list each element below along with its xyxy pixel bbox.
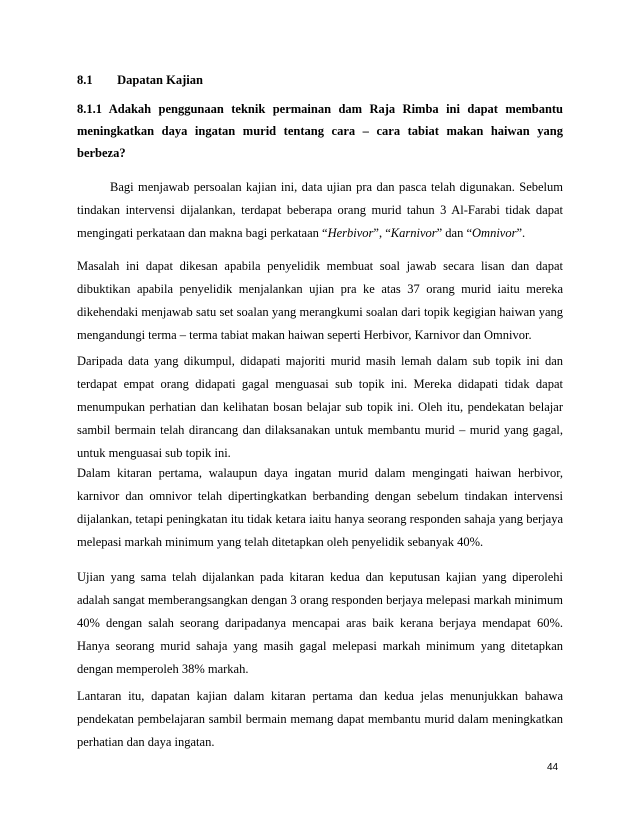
quote-separator: ”, “ [373,226,391,240]
term-omnivor: Omnivor [472,226,517,240]
term-karnivor: Karnivor [390,226,437,240]
subsection-number: 8.1.1 [77,102,102,116]
subsection-heading [77,98,563,164]
paragraph-4: Dalam kitaran pertama, walaupun daya ingatan murid dalam mengingati haiwan herbivor, karnivor dan omnivor telah dipertingkatkan berbanding dengan sebelum tindakan intervensi dijalankan, tetapi peningkatan itu tidak ketara iaitu hanya seorang responden sahaja yang berjaya melepasi markah minimum yang telah ditetapkan oleh penyelidik sebanyak 40%. [77,466,563,549]
section-title: Dapatan Kajian [117,73,203,87]
paragraph-1 [77,176,563,245]
section-heading [77,73,203,88]
term-herbivor: Herbivor [327,226,374,240]
page-number: 44 [547,762,559,773]
section-number: 8.1 [77,73,93,87]
quote-separator: ” dan “ [436,226,473,240]
paragraph-5: Ujian yang sama telah dijalankan pada kitaran kedua dan keputusan kajian yang diperolehi adalah sangat memberangsangkan dengan 3 orang responden berjaya melepasi markah minimum 40% dengan salah seorang daripadanya mencapai aras baik kerana berjaya mendapat 60%. Hanya seorang murid sahaja yang masih gagal melepasi markah minimum yang ditetapkan dengan memperoleh 38% markah. [77,570,563,676]
paragraph-1-text: Bagi menjawab persoalan kajian ini, data ujian pra dan pasca telah digunakan. Sebelum tindakan intervensi dijalankan, terdapat beberapa orang murid tahun 3 Al-Farabi tidak dapat mengingati perkataan dan makna bagi perkataan “ [77,180,563,240]
paragraph-6: Lantaran itu, dapatan kajian dalam kitaran pertama dan kedua jelas menunjukkan bahawa pendekatan pembelajaran sambil bermain memang dapat membantu murid dalam meningkatkan perhatian dan daya ingatan. [77,689,563,749]
quote-end: ”. [516,226,526,240]
paragraph-2: Masalah ini dapat dikesan apabila penyelidik membuat soal jawab secara lisan dan dapat dibuktikan apabila penyelidik menjalankan ujian pra ke atas 37 orang murid iaitu mereka dikehendaki menjawab satu set soalan yang merangkumi soalan dari topik kegigian haiwan yang mengandungi terma – terma tabiat makan haiwan seperti Herbivor, Karnivor dan Omnivor. [77,259,563,342]
paragraph-3: Daripada data yang dikumpul, didapati majoriti murid masih lemah dalam sub topik ini dan terdapat empat orang didapati gagal menguasai sub topik ini. Mereka didapati tidak dapat menumpukan perhatian dan kelihatan bosan belajar sub topik ini. Oleh itu, pendekatan belajar sambil bermain telah dirancang dan dilaksanakan untuk membantu murid – murid yang gagal, untuk menguasai sub topik ini. [77,354,563,460]
subsection-title: Adakah penggunaan teknik permainan dam Raja Rimba ini dapat membantu meningkatkan daya ingatan murid tentang cara – cara tabiat makan haiwan yang berbeza? [77,102,564,160]
